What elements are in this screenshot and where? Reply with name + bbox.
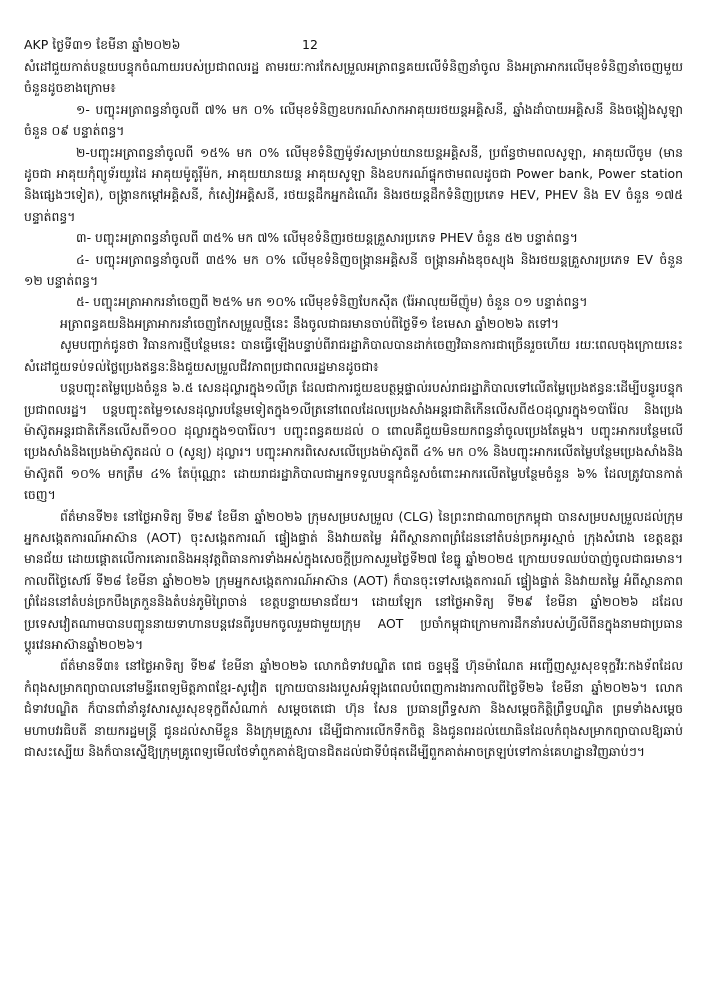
list-item-1: ១- បញ្ចុះអត្រាពន្ធនាំចូលពី ៧% មក ០% លើមុខទំនិញឧបករណ៍សាកអាគុយរថយន្តអគ្គិសនី, ឆ្នាំងដាំបាយអគ្គិសនី និងចង្កៀងសូឡាចំនួន ០៩ បន្ទាត់ពន្ធ។ — [24, 101, 683, 139]
page-header — [24, 34, 683, 56]
intro-paragraph: សំដៅជួយកាត់បន្ថយបន្ទុកចំណាយរបស់ប្រជាពលរដ្ឋ តាមរយៈការកែសម្រួលអត្រាពន្ធគយលើទំនិញនាំចូល និងអត្រាអាករលើមុខទំនិញនាំចេញមួយចំនួនដូចខាងក្រោម៖ — [24, 59, 683, 96]
fuel-measures-paragraph: បន្តបញ្ចុះតម្លៃប្រេងចំនួន ៦.៥ សេនដុល្លារក្នុង១លីត្រ ដែលជាការជួយឧបត្ថម្ភផ្ទាល់របស់រាជរដ្ឋាភិបាលទៅលើតម្លៃប្រេងឥន្ធនៈដើម្បីបន្ធូរបន្ទុកប្រជាពលរដ្ឋ។ បន្តបញ្ចុះតម្លៃ១សេនដុល្លារបន្ថែមទៀតក្នុង១លីត្រនៅពេលដែលប្រេងសាំងអន្តរជាតិកើនលើសពី៥០ដុល្លារក្នុង១បារ៉ែល និងប្រេងម៉ាស៊ូតអន្តរជាតិកើនលើសពី១០០ ដុល្លារក្នុង១បារ៉ែល។ បញ្ចុះពន្ធគយដល់ ០ ពោលគឺជួយមិនយកពន្ធនាំចូលប្រេងតែម្ដង។ បញ្ចុះអាករបន្ថែមលើប្រេងសាំងនិងប្រេងម៉ាស៊ូតដល់ ០ (សូន្យ) ដុល្លារ។ បញ្ចុះអាករពិសេសលើប្រេងម៉ាស៊ូតពី ៤% មក ០% និងបញ្ចុះអាករលើតម្លៃបន្ថែមប្រេងសាំងនិងម៉ាស៊ូតពី ១០% មកត្រឹម ៤% តែប៉ុណ្ណោះ ដោយរាជរដ្ឋាភិបាលជាអ្នកទទួលបន្ទុកជំនួសចំពោះអាករលើតម្លៃបន្ថែមចំនួន ៦% ដែលត្រូវបានកាត់ចេញ។ — [24, 380, 683, 503]
list-item-4: ៤- បញ្ចុះអត្រាពន្ធនាំចូលពី ៣៥% មក ០% លើមុខទំនិញចង្ក្រានអគ្គិសនី ចង្ក្រានអាំងឌុចស្យុង និងរថយន្តគ្រួសារប្រភេទ EV ចំនួន ១២ បន្ទាត់ពន្ធ។ — [24, 251, 683, 289]
page-number: 12 — [302, 37, 318, 52]
list-item-2: ២-បញ្ចុះអត្រាពន្ធនាំចូលពី ១៥% មក ០% លើមុខទំនិញម៉ូទ័រសម្រាប់យានយន្តអគ្គិសនី, ប្រព័ន្ធថាមពលសូឡា, អាគុយលីចូម (មានដូចជា អាគុយកុំព្យូទ័រយួរដៃ អាគុយម៉ូតូរ៉ឺម៉ក, អាគុយយានយន្ត អាគុយសូឡា និងឧបករណ៍ផ្ទុកថាមពលដូចជា Power bank, Power station និងផ្សេងៗទៀត), ចង្ក្រានកម្ដៅអគ្គិសនី, កំសៀវអគ្គិសនី, រថយន្តដឹកអ្នកដំណើរ និងរថយន្តដឹកទំនិញប្រភេទ HEV, PHEV និង EV ចំនួន ១៧៥ បន្ទាត់ពន្ធ។ — [24, 144, 683, 224]
list-item-3: ៣- បញ្ចុះអត្រាពន្ធនាំចូលពី ៣៥% មក ៧% លើមុខទំនិញរថយន្តគ្រួសារប្រភេទ PHEV ចំនួន ៥២ បន្ទាត់ពន្ធ។ — [76, 230, 578, 246]
news-item-2-paragraph: ព័ត៌មានទី២៖ នៅថ្ងៃអាទិត្យ ទី២៩ ខែមីនា ឆ្នាំ២០២៦ ក្រុមសម្របសម្រួល (CLG) នៃព្រះរាជាណាចក្រកម្ពុជា បានសម្របសម្រួលដល់ក្រុមអ្នកសង្កេតការណ៍អាស៊ាន (AOT) ចុះសង្កេតការណ៍ ផ្ទៀងផ្ទាត់ និងវាយតម្លៃ អំពីស្ថានភាពព្រំដែននៅតំបន់ច្រកអូរស្មាច់ ក្រុងសំរោង ខេត្តឧត្តរមានជ័យ ដោយផ្តោតលើការគោរពនិងអនុវត្តពិធានការទាំងអស់ក្នុងសេចក្តីប្រកាសរួមថ្ងៃទី២៧ ខែធ្នូ ឆ្នាំ២០២៥ ក្រោយបទឈប់បាញ់ចូលជាធរមាន។ កាលពីថ្ងៃសៅរ៍ ទី២៨ ខែមីនា ឆ្នាំ២០២៦ ក្រុមអ្នកសង្កេតការណ៍អាស៊ាន (AOT) ក៏បានចុះទៅសង្កេតការណ៍ ផ្ទៀងផ្ទាត់ និងវាយតម្លៃ អំពីស្ថានភាពព្រំដែននៅតំបន់ច្រកបឹងត្រកួននិងតំបន់ភូមិព្រៃចាន់ ខេត្តបន្ទាយមានជ័យ។ ដោយឡែក នៅថ្ងៃអាទិត្យ ទី២៩ ខែមីនា ឆ្នាំ២០២៦ ដដែល ប្រទេសវៀតណាមបានបញ្ជូននាយទាហានបន្តវេនពីរូបមកចូលរួមជាមួយក្រុម AOT ប្រចាំកម្ពុជាក្រោមការដឹកនាំរបស់ហ្វីលីពីនក្នុងនាមជាប្រធានប្តូរវេនអាស៊ានឆ្នាំ២០២៦។ — [24, 508, 683, 652]
header-date-line: AKP ថ្ងៃទី៣១ ខែមីនា ឆ្នាំ២០២៦ — [24, 37, 181, 52]
list-item-5: ៥- បញ្ចុះអត្រាអាករនាំចេញពី ២៥% មក ១០% លើមុខទំនិញបែកស៊ីត (រ៉ែអាលុយមីញ៉ូម) ចំនួន ០១ បន្ទាត់ពន្ធ។ — [76, 294, 588, 310]
effective-date-paragraph: អត្រាពន្ធគយនិងអត្រាអាករនាំចេញកែសម្រួលថ្មីនេះ នឹងចូលជាធរមានចាប់ពីថ្ងៃទី១ ខែមេសា ឆ្នាំ២០២៦ តទៅ។ — [60, 315, 560, 331]
news-item-3-paragraph: ព័ត៌មានទី៣៖ នៅថ្ងៃអាទិត្យ ទី២៩ ខែមីនា ឆ្នាំ២០២៦ លោកជំទាវបណ្ឌិត ពេជ ចន្ទមុន្នី ហ៊ុនម៉ាណែត អញ្ជើញសួរសុខទុក្ខវីរៈកងទ័ពដែលកំពុងសម្រាកព្យាបាលនៅមន្ទីរពេទ្យមិត្តភាពខ្មែរ-សូវៀត ក្រោយបានរងរបួសអំឡុងពេលបំពេញការងារកាលពីថ្ងៃទី២៦ ខែមីនា ឆ្នាំ២០២៦។ លោកជំទាវបណ្ឌិត ក៏បានពាំនាំនូវសារសួរសុខទុក្ខពីសំណាក់ សម្ដេចតេជោ ហ៊ុន សែន ប្រធានព្រឹទ្ធសភា និងសម្តេចកិត្តិព្រឹទ្ធបណ្ឌិត ព្រមទាំងសម្ដេចមហាបវរធិបតី នាយករដ្ឋមន្ត្រី ជូនដល់សាមីខ្លួន និងក្រុមគ្រួសារ ដើម្បីជាការលើកទឹកចិត្ត និងជូនពរដល់យោធិនដែលកំពុងសម្រាកព្យាបាលឱ្យឆាប់ជាសះស្បើយ និងក៏បានស្នើឱ្យក្រុមគ្រូពេទ្យមើលថែទាំពួកគាត់ឱ្យបានជិតដល់ជាទីបំផុតដើម្បីពួកគាត់អាចត្រឡប់ទៅកាន់គេហដ្ឋានវិញឆាប់ៗ។ — [24, 658, 683, 759]
note-paragraph: សូមបញ្ជាក់ជូនថា វិធានការថ្មីបន្ថែមនេះ បានធ្វើឡើងបន្ទាប់ពីរាជរដ្ឋាភិបាលបានដាក់ចេញវិធានការជាច្រើនរួចហើយ រយៈពេលចុងក្រោយនេះសំដៅជួយទប់ទល់ថ្លៃប្រេងឥន្ធនៈនិងជួយសម្រួលជីវភាពប្រជាពលរដ្ឋមានដូចជា៖ — [24, 337, 683, 374]
